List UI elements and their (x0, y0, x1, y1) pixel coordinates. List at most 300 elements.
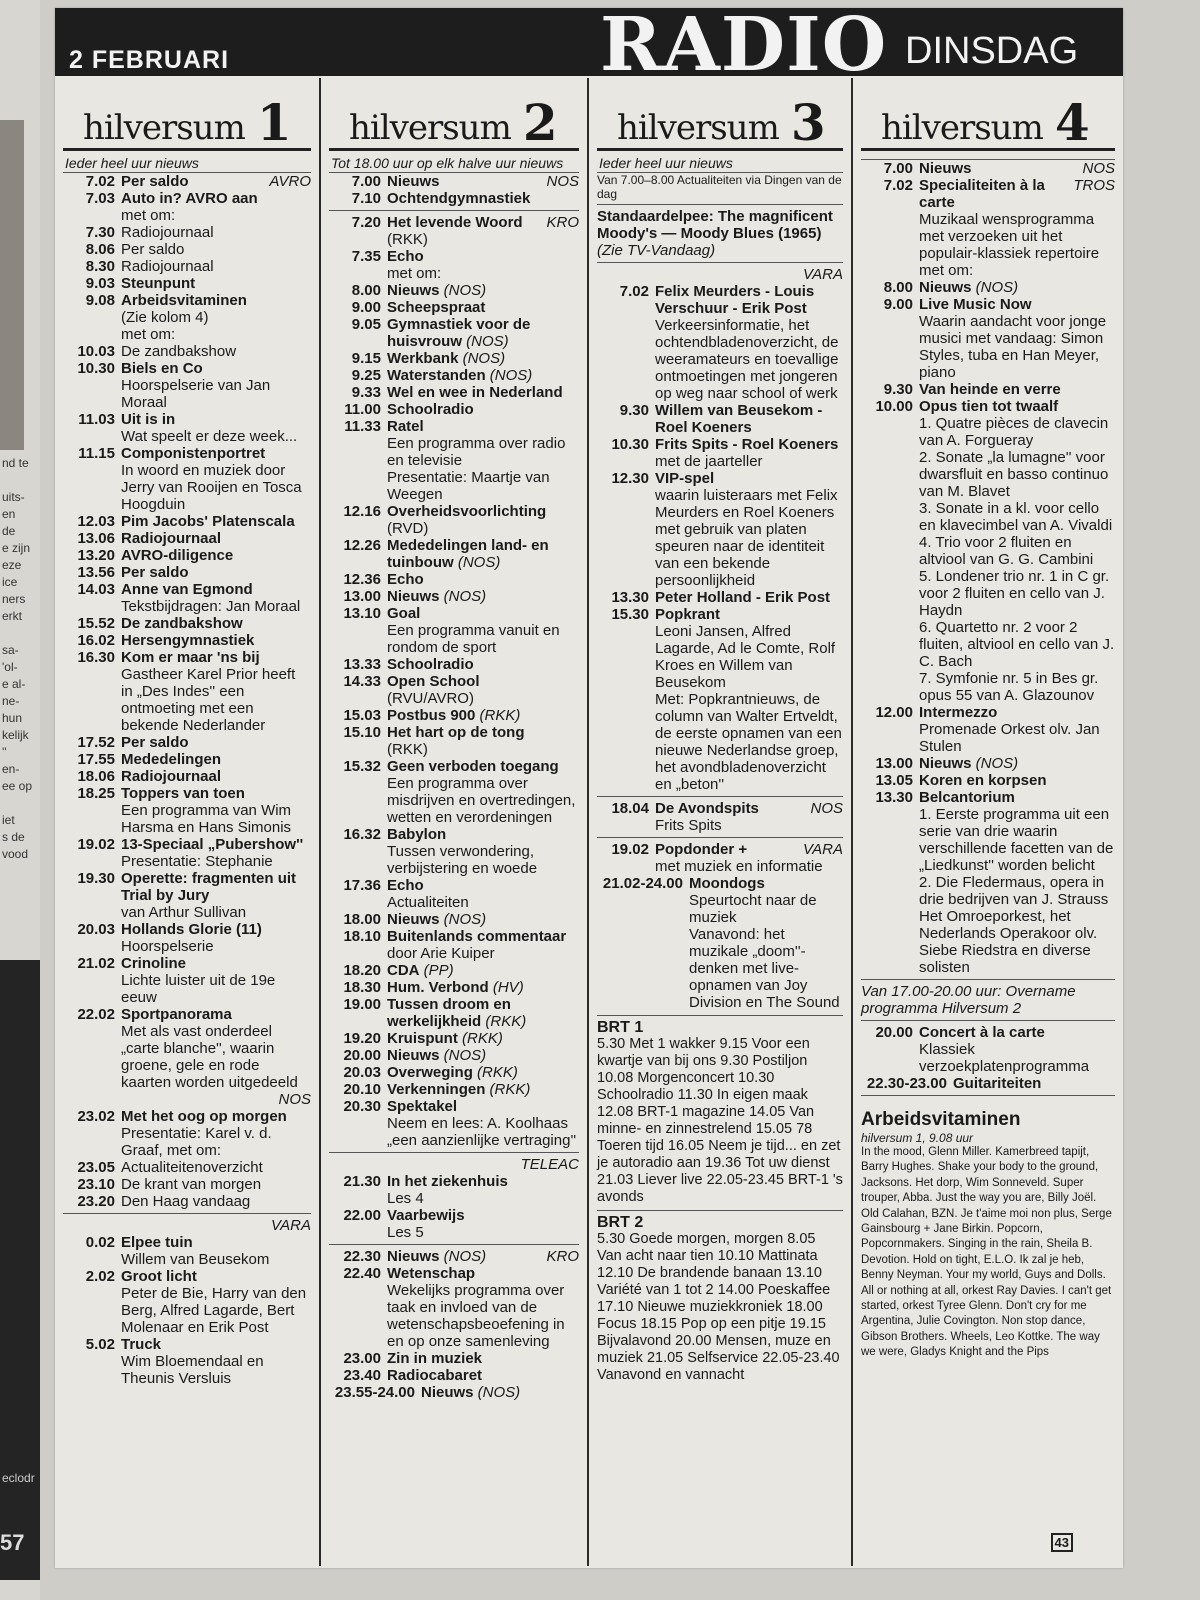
program-time: 13.06 (77, 530, 115, 547)
program-item (597, 589, 843, 606)
edge-fragment (2, 625, 32, 642)
program-description: Gastheer Karel Prior heeft in „Des Indes'' een ontmoeting met een bekende Nederlander (121, 666, 296, 734)
program-time: 22.02 (77, 1006, 115, 1023)
edge-fragment: ners (2, 592, 26, 606)
program-description: Presentatie: Maartje van Weegen (387, 469, 550, 503)
program-item (329, 350, 579, 367)
program-body (919, 755, 1115, 772)
program-body (387, 962, 579, 979)
program-body (387, 911, 579, 928)
program-title: Concert à la carte (919, 1024, 1045, 1041)
program-item (861, 160, 1115, 177)
program-body (121, 360, 311, 411)
program-time: 7.30 (85, 224, 115, 241)
program-body (387, 588, 579, 605)
station-number: 3 (790, 93, 826, 152)
program-title: Koren en korpsen (919, 772, 1047, 789)
program-broadcaster: (Zie TV-Vandaag) (597, 242, 716, 259)
program-title: Specialiteiten à la carte (919, 177, 1045, 211)
station-number: 4 (1054, 93, 1090, 152)
program-item (329, 384, 579, 401)
program-body (121, 1336, 311, 1387)
program-time: 8.06 (85, 241, 115, 258)
program-title: Zin in muziek (387, 1350, 483, 1367)
edge-fragment: eclodr (2, 1471, 35, 1485)
edge-text-fragments-2 (2, 1470, 35, 1487)
program-title: VIP-spel (655, 470, 715, 487)
program-description: Tussen verwondering, verbijstering en woede (387, 843, 538, 877)
program-item (329, 1207, 579, 1241)
program-description: Met als vast onderdeel „carte blanche'', waarin groene, gele en rode kaarten worden uitgedeeld (121, 1023, 298, 1091)
program-item (63, 632, 311, 649)
edge-fragment: vood (2, 847, 29, 861)
station-label: hilversum (349, 108, 511, 148)
program-title: Het hart op de tong (387, 724, 525, 741)
edge-text-fragments (2, 455, 32, 863)
program-body (655, 606, 843, 793)
program-body (121, 615, 311, 632)
header-day: DINSDAG (905, 30, 1079, 72)
program-body (387, 214, 579, 248)
program-body (655, 470, 843, 589)
program-time: 7.00 (351, 173, 381, 190)
program-description: (RKK) (387, 741, 428, 758)
program-description: Peter de Bie, Harry van den Berg, Alfred Lagarde, Bert Molenaar en Erik Post (121, 1285, 307, 1336)
program-title: Moondogs (689, 875, 765, 892)
program-time: 19.02 (77, 836, 115, 853)
program-item (329, 1265, 579, 1350)
program-description: Het Omroeporkest, het Nederlands Operakoor olv. Siebe Riedstra en diverse solisten (919, 908, 1098, 976)
program-body (121, 411, 311, 445)
program-item (63, 275, 311, 292)
program-title: Met het oog op morgen (121, 1108, 287, 1125)
program-description: Hoorspelserie (121, 938, 214, 955)
program-time: 8.30 (85, 258, 115, 275)
program-title: Postbus 900 (387, 707, 476, 724)
program-body (387, 299, 579, 316)
program-time: 18.30 (343, 979, 381, 996)
program-time: 23.02 (77, 1108, 115, 1125)
program-description: Promenade Orkest olv. Jan Stulen (919, 721, 1100, 755)
station-label: hilversum (83, 108, 245, 148)
program-title: Gymnastiek voor de huisvrouw (387, 316, 531, 350)
program-body (121, 564, 311, 581)
program-time: 5.02 (85, 1336, 115, 1353)
program-description: Waarin aandacht voor jonge musici met vandaag: Simon Styles, tuba en Han Meyer, piano (919, 313, 1107, 381)
program-body (121, 581, 311, 615)
program-description: door Arie Kuiper (387, 945, 495, 962)
program-title: Hollands Glorie (11) (121, 921, 262, 938)
program-item (329, 1244, 579, 1265)
program-body (387, 503, 579, 537)
program-body (121, 955, 311, 1006)
edge-fragment: 'ol- (2, 660, 18, 674)
program-time: 17.52 (77, 734, 115, 751)
edge-fragment: ne- (2, 694, 20, 708)
program-item (861, 704, 1115, 755)
program-item (63, 258, 311, 275)
program-description: Speurtocht naar de muziek (689, 892, 817, 926)
program-title: Echo (387, 571, 424, 588)
program-item (329, 877, 579, 911)
edge-fragment: de (2, 524, 16, 538)
program-body (387, 1030, 579, 1047)
program-title: De Avondspits (655, 800, 759, 817)
program-item (63, 1193, 311, 1210)
column-hilversum-4 (851, 78, 1123, 1566)
program-title: Vaarbewijs (387, 1207, 465, 1224)
program-item (329, 401, 579, 418)
program-time: 9.30 (619, 402, 649, 419)
program-description: In woord en muziek door Jerry van Rooijen en Tosca Hoogduin (121, 462, 302, 513)
program-title: Nieuws (387, 282, 440, 299)
program-body (919, 279, 1115, 296)
program-time: 7.03 (85, 190, 115, 207)
program-item (861, 1020, 1115, 1075)
program-item (329, 588, 579, 605)
program-body (387, 1248, 579, 1265)
program-item (63, 411, 311, 445)
program-time: 14.33 (343, 673, 381, 690)
program-description: met om: (387, 265, 442, 282)
program-time: 20.03 (77, 921, 115, 938)
program-time: 15.30 (611, 606, 649, 623)
program-item (63, 581, 311, 615)
program-title: Nieuws (387, 173, 440, 190)
program-description: 2. Sonate „la lumagne'' voor dwarsfluit en basso continuo van M. Blavet (919, 449, 1109, 500)
program-body (387, 248, 579, 282)
program-title: Guitariteiten (953, 1075, 1042, 1092)
program-body (387, 656, 579, 673)
program-body (919, 789, 1115, 976)
program-time: 9.15 (351, 350, 381, 367)
program-description: Willem van Beusekom (121, 1251, 270, 1268)
program-body (919, 704, 1115, 755)
program-broadcaster: (NOS) (458, 350, 506, 367)
program-body (387, 1064, 579, 1081)
program-body (387, 173, 579, 190)
program-time: 15.32 (343, 758, 381, 775)
program-time: 23.00 (343, 1350, 381, 1367)
program-description: Een programma van Wim Harsma en Hans Simonis (121, 802, 292, 836)
station-name (63, 94, 311, 151)
program-item (63, 870, 311, 921)
program-body (387, 350, 579, 367)
program-time: 20.03 (343, 1064, 381, 1081)
header-title: RADIO (600, 2, 888, 88)
program-description: Presentatie: Stephanie (121, 853, 273, 870)
program-item (63, 343, 311, 360)
program-time: 12.26 (343, 537, 381, 554)
program-item (63, 173, 311, 190)
program-broadcaster: (RKK) (475, 707, 521, 724)
program-time: 13.10 (343, 605, 381, 622)
page-number: 43 (1051, 1533, 1073, 1552)
program-body (387, 877, 579, 911)
program-description: Actualiteitenoverzicht (121, 1159, 263, 1176)
program-description: Vanavond: het muzikale „doom''-denken met live-opnamen van Joy Division en The Sound (689, 926, 840, 1011)
program-title: Sportpanorama (121, 1006, 232, 1023)
program-body (387, 1081, 579, 1098)
program-body (387, 979, 579, 996)
program-description: 1. Quatre pièces de clavecin van A. Forgueray (919, 415, 1109, 449)
program-item (329, 1081, 579, 1098)
arbeidsvitaminen-box (861, 1095, 1115, 1361)
program-body (121, 1176, 311, 1193)
program-item (861, 772, 1115, 789)
program-item (329, 418, 579, 503)
program-item (63, 224, 311, 241)
program-title: Popdonder + (655, 841, 748, 858)
program-body (387, 1367, 579, 1384)
program-time: 7.35 (351, 248, 381, 265)
program-title: Truck (121, 1336, 162, 1353)
program-body (387, 1173, 579, 1207)
program-item (329, 673, 579, 707)
program-time: 13.33 (343, 656, 381, 673)
program-title: Spektakel (387, 1098, 458, 1115)
program-description: Een programma over misdrijven en overtredingen, wetten en verordeningen (387, 775, 576, 826)
program-description: Wim Bloemendaal en Theunis Versluis (121, 1353, 264, 1387)
program-item (597, 606, 843, 793)
program-item (329, 1064, 579, 1081)
program-item (329, 1384, 579, 1401)
program-description: Wat speelt er deze week... (121, 428, 298, 445)
program-item (329, 571, 579, 588)
program-item (597, 875, 843, 1011)
program-body (121, 224, 311, 241)
program-body (387, 282, 579, 299)
brt-text: 5.30 Met 1 wakker 9.15 Voor een kwartje van bij ons 9.30 Postiljon 10.08 Morgenconcert 10.30 Schoolradio 11.30 In eigen maak 12.08 BRT-1 magazine 14.05 Van minne- en zinnestrelend 15.05 78 Toeren tijd 16.05 Neem je tijd... en zet je autoradio aan 19.36 Tot uw dienst 21.03 Liever live 22.05-23.45 BRT-1 's avonds (597, 1036, 843, 1205)
broadcaster-tag: NOS (810, 800, 843, 817)
program-item (329, 656, 579, 673)
program-title: Scheepspraat (387, 299, 486, 316)
program-item (63, 360, 311, 411)
program-item (861, 177, 1115, 279)
program-body (387, 1098, 579, 1149)
program-broadcaster: (HV) (488, 979, 524, 996)
program-title: In het ziekenhuis (387, 1173, 508, 1190)
program-title: Auto in? AVRO aan (121, 190, 258, 207)
program-body (121, 1108, 311, 1159)
program-body (121, 734, 311, 751)
station-number: 2 (522, 93, 558, 152)
program-item (63, 513, 311, 530)
program-title: Wetenschap (387, 1265, 476, 1282)
broadcaster-label: VARA (597, 262, 843, 283)
program-title: Willem van Beusekom - Roel Koeners (655, 402, 823, 436)
program-title: Steunpunt (121, 275, 196, 292)
program-time: 7.02 (619, 283, 649, 300)
program-item (63, 751, 311, 768)
program-item (63, 955, 311, 1006)
brt-schedule (597, 1015, 843, 1206)
program-time: 18.06 (77, 768, 115, 785)
program-item (861, 381, 1115, 398)
edge-fragment: en- (2, 762, 20, 776)
program-item (63, 768, 311, 785)
program-item (597, 204, 843, 259)
program-time: 20.30 (343, 1098, 381, 1115)
program-item (329, 1047, 579, 1064)
program-body (919, 1024, 1115, 1075)
program-item (329, 996, 579, 1030)
program-body (121, 785, 311, 836)
program-body (121, 768, 311, 785)
program-description: Presentatie: Karel v. d. Graaf, met om: (121, 1125, 272, 1159)
program-time: 15.10 (343, 724, 381, 741)
program-description: 6. Quartetto nr. 2 voor 2 fluiten, altviool en cello van J. C. Bach (919, 619, 1115, 670)
schedule-subnote: Van 7.00–8.00 Actualiteiten via Dingen van de dag (597, 173, 842, 201)
program-time: 0.02 (85, 1234, 115, 1251)
program-time: 10.00 (875, 398, 913, 415)
arb-subtitle: hilversum 1, 9.08 uur (861, 1131, 974, 1145)
program-time: 23.20 (77, 1193, 115, 1210)
edge-fragment: ice (2, 575, 18, 589)
column-hilversum-3 (587, 78, 851, 1566)
program-title: Hersengymnastiek (121, 632, 255, 649)
program-time: 12.36 (343, 571, 381, 588)
program-item (329, 1173, 579, 1207)
program-time: 16.30 (77, 649, 115, 666)
program-item (329, 282, 579, 299)
edge-fragment: nd te (2, 456, 29, 470)
program-time: 9.03 (85, 275, 115, 292)
program-time: 8.00 (351, 282, 381, 299)
program-item (329, 826, 579, 877)
program-title: Standaardelpee: The magnificent Moody's — Moody Blues (1965) (597, 208, 833, 242)
program-title: Verkenningen (387, 1081, 486, 1098)
program-item (329, 962, 579, 979)
program-item (597, 402, 843, 436)
program-time: 13.56 (77, 564, 115, 581)
program-title: Babylon (387, 826, 447, 843)
program-time: 7.20 (351, 214, 381, 231)
program-item (597, 283, 843, 402)
program-time: 23.55-24.00 (334, 1384, 415, 1401)
program-time: 10.30 (611, 436, 649, 453)
program-time: 22.30 (343, 1248, 381, 1265)
program-time: 13.30 (875, 789, 913, 806)
program-body (121, 1234, 311, 1268)
program-description: Wekelijks programma over taak en invloed van de wetenschapsbeoefening in en op onze samenleving (387, 1282, 565, 1350)
program-body (387, 928, 579, 962)
program-item (329, 724, 579, 758)
program-title: Geen verboden toegang (387, 758, 559, 775)
program-body (387, 401, 579, 418)
program-description: (RVU/AVRO) (387, 690, 474, 707)
program-time: 9.25 (351, 367, 381, 384)
program-item (329, 758, 579, 826)
edge-fragment (2, 472, 32, 489)
program-title: Operette: fragmenten uit Trial by Jury (121, 870, 297, 904)
program-title: Tussen droom en werkelijkheid (387, 996, 511, 1030)
program-time: 11.15 (78, 445, 115, 462)
program-item (329, 367, 579, 384)
program-body (121, 870, 311, 921)
program-description: De zandbakshow (121, 343, 237, 360)
program-item (329, 316, 579, 350)
program-body (121, 530, 311, 547)
program-title: AVRO-diligence (121, 547, 234, 564)
station-name (861, 94, 1115, 151)
program-body (387, 1207, 579, 1241)
program-broadcaster: (NOS) (485, 367, 533, 384)
program-title: Hum. Verbond (387, 979, 489, 996)
program-time: 9.30 (883, 381, 913, 398)
program-item (63, 564, 311, 581)
broadcaster-tag: AVRO (269, 173, 311, 190)
program-item (63, 1006, 311, 1091)
program-title: 13-Speciaal „Pubershow'' (121, 836, 304, 853)
program-time: 23.10 (77, 1176, 115, 1193)
program-time: 7.00 (883, 160, 913, 177)
program-body (121, 190, 311, 224)
program-title: Felix Meurders - Louis Verschuur - Erik Post (655, 283, 815, 317)
program-title: Waterstanden (387, 367, 486, 384)
program-body (387, 996, 579, 1030)
edge-photo-dark (0, 960, 40, 1580)
program-item (63, 1176, 311, 1193)
program-description: 2. Die Fledermaus, opera in drie bedrijven van J. Strauss (919, 874, 1109, 908)
program-title: Crinoline (121, 955, 187, 972)
edge-fragment: erkt (2, 609, 23, 623)
program-item (63, 292, 311, 343)
edge-fragment: hun (2, 711, 23, 725)
program-time: 15.52 (77, 615, 115, 632)
edge-fragment: ee op (2, 779, 33, 793)
broadcaster-tag: NOS (1082, 160, 1115, 177)
program-title: Peter Holland - Erik Post (655, 589, 831, 606)
program-body (597, 208, 843, 259)
program-time: 12.03 (77, 513, 115, 530)
program-time: 15.03 (343, 707, 381, 724)
program-broadcaster: (NOS) (439, 1047, 487, 1064)
program-body (121, 1006, 311, 1091)
brt-text: 5.30 Goede morgen, morgen 8.05 Van acht naar tien 10.10 Mattinata 12.10 De brandende banaan 13.10 Variété van 1 tot 2 14.00 Poeskaffee 17.10 Nieuwe muziekkroniek 18.00 Focus 18.15 Pop op een pitje 19.15 Bijvalavond 20.00 Mensen, muze en muziek 21.05 Selfservice 22.05-23.40 Vanavond en vannacht (597, 1231, 840, 1383)
program-title: Open School (387, 673, 480, 690)
program-title: Overweging (387, 1064, 473, 1081)
program-item (329, 1098, 579, 1149)
page-header (55, 2, 1123, 88)
edge-fragment: eze (2, 558, 22, 572)
program-time: 10.03 (77, 343, 115, 360)
radio-guide-page (55, 2, 1123, 1568)
broadcaster-label: VARA (63, 1213, 311, 1234)
program-title: Goal (387, 605, 421, 622)
broadcaster-tag: TROS (1073, 177, 1115, 194)
program-description: Muzikaal wensprogramma met verzoeken uit het populair-klassiek repertoire met om: (919, 211, 1100, 279)
program-description: Hoorspelserie van Jan Moraal (121, 377, 271, 411)
program-description: Les 4 (387, 1190, 424, 1207)
program-title: Uit is in (121, 411, 176, 428)
program-title: Per saldo (121, 734, 189, 751)
program-description: (RVD) (387, 520, 429, 537)
program-item (63, 921, 311, 955)
program-title: Echo (387, 248, 424, 265)
station-number: 1 (256, 93, 292, 152)
program-body (121, 275, 311, 292)
program-body (655, 283, 843, 402)
program-body (121, 513, 311, 530)
program-body (387, 1350, 579, 1367)
program-time: 9.08 (85, 292, 115, 309)
program-time: 9.00 (883, 296, 913, 313)
program-body (121, 1193, 311, 1210)
edge-fragment: kelijk (2, 728, 29, 742)
program-broadcaster: (NOS) (453, 554, 501, 571)
arb-playlist: In the mood, Glenn Miller. Kamerbreed tapijt, Barry Hughes. Shake your body to the ground, Jacksons. Het dorp, Wim Sonneveld. Super trouper, Abba. Just the way you are, Billy Joël. Old Calahan, BZN. Je t'aime moi non plus, Serge Gainsbourg + Jane Birkin. Popcorn, Popcornmakers. Singing in the rain, Sheila B. Devotion. Hold on tight, E.L.O. Ik zal je heb, Benny Neyman. Your my world, Guys and Dolls. All or nothing at all, orkest Ray Davies. I can't get started, orkest Tyree Glenn. Don't cry for me Argentina, Julie Covington. Non stop dance, Gibson Brothers. Wheels, Leo Kottke. The way we were, Gladys Knight and the Pips (861, 1146, 1112, 1359)
